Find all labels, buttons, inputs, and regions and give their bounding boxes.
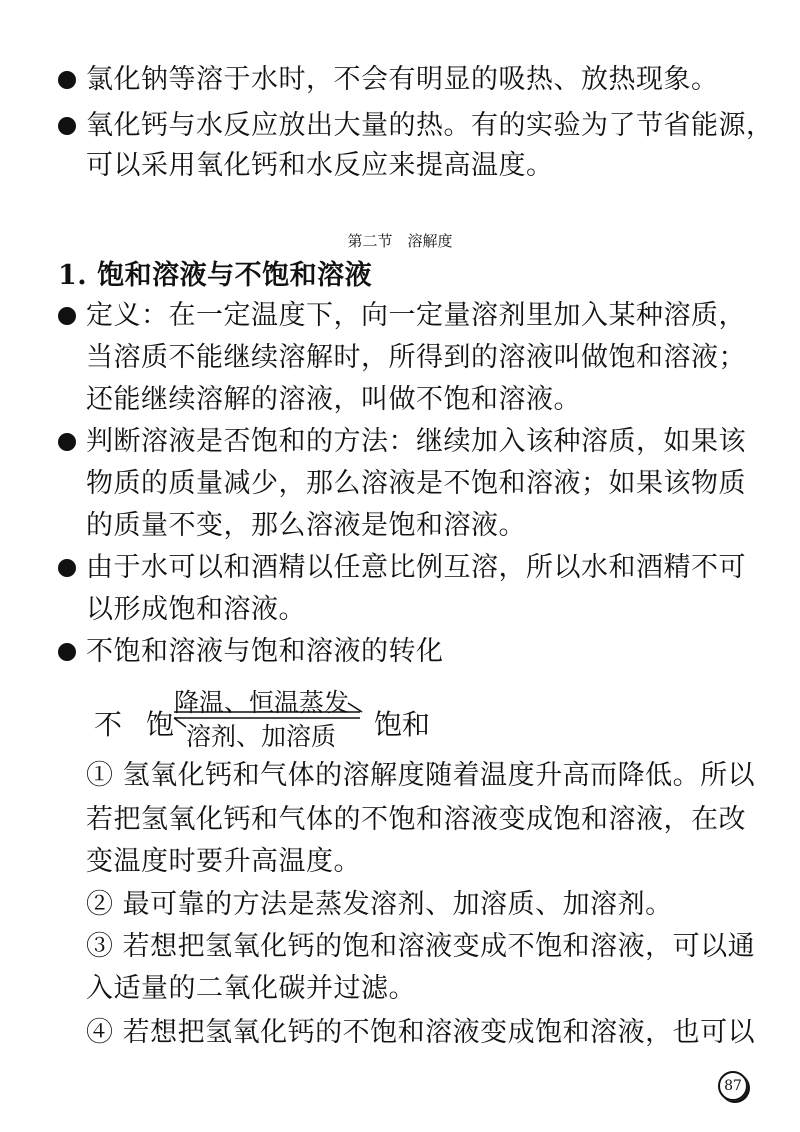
bullet-text: 还能继续溶解的溶液，叫做不饱和溶液。 bbox=[86, 384, 581, 415]
bullet-text: 物质的质量减少，那么溶液是不饱和溶液；如果该物质 bbox=[86, 468, 746, 499]
conversion-left-1: 不 bbox=[94, 708, 123, 741]
subheading-text: 1. 饱和溶液与不饱和溶液 bbox=[58, 260, 373, 291]
note-text: ① 氢氧化钙和气体的溶解度随着温度升高而降低。所以 bbox=[86, 760, 756, 791]
note-text: 若把氢氧化钙和气体的不饱和溶液变成饱和溶液，在改 bbox=[86, 804, 746, 835]
bullet-dot-icon bbox=[58, 307, 76, 325]
bullet-text: 氧化钙与水反应放出大量的热。有的实验为了节省能源， bbox=[86, 110, 774, 141]
page-number: 87 bbox=[718, 1071, 748, 1101]
conversion-arrow-bottom-label: 溶剂、加溶质 bbox=[186, 722, 337, 751]
conversion-left-2: 饱 bbox=[146, 708, 175, 741]
bullet-dot-icon bbox=[58, 559, 76, 577]
bullet-text: 由于水可以和酒精以任意比例互溶，所以水和酒精不可 bbox=[86, 552, 746, 583]
note-text: ③ 若想把氢氧化钙的饱和溶液变成不饱和溶液，可以通 bbox=[86, 931, 756, 962]
bullet-text: 判断溶液是否饱和的方法：继续加入该种溶质，如果该 bbox=[86, 426, 746, 457]
bullet-text: 当溶质不能继续溶解时，所得到的溶液叫做饱和溶液； bbox=[86, 342, 746, 373]
bullet-text: 的质量不变，那么溶液是饱和溶液。 bbox=[86, 510, 526, 541]
bullet-text: 氯化钠等溶于水时，不会有明显的吸热、放热现象。 bbox=[86, 64, 719, 95]
bullet-dot-icon bbox=[58, 433, 76, 451]
conversion-arrow-top-label: 降温、恒温蒸发 bbox=[174, 688, 350, 717]
note-text: ④ 若想把氢氧化钙的不饱和溶液变成饱和溶液，也可以 bbox=[86, 1017, 756, 1048]
bullet-dot-icon bbox=[58, 71, 76, 89]
section-title: 第二节 溶解度 bbox=[347, 232, 453, 250]
note-text: 变温度时要升高温度。 bbox=[86, 846, 361, 877]
note-text: 入适量的二氧化碳并过滤。 bbox=[86, 973, 416, 1004]
note-text: ② 最可靠的方法是蒸发溶剂、加溶质、加溶剂。 bbox=[86, 889, 673, 920]
bullet-text: 以形成饱和溶液。 bbox=[86, 594, 306, 625]
bullet-dot-icon bbox=[58, 117, 76, 135]
bullet-text: 可以采用氧化钙和水反应来提高温度。 bbox=[86, 150, 554, 181]
conversion-diagram bbox=[90, 688, 450, 751]
bullet-dot-icon bbox=[58, 643, 76, 661]
bullet-text: 不饱和溶液与饱和溶液的转化 bbox=[86, 636, 444, 667]
bullet-text: 定义：在一定温度下，向一定量溶剂里加入某种溶质， bbox=[86, 300, 746, 331]
conversion-right: 饱和 bbox=[374, 708, 431, 741]
